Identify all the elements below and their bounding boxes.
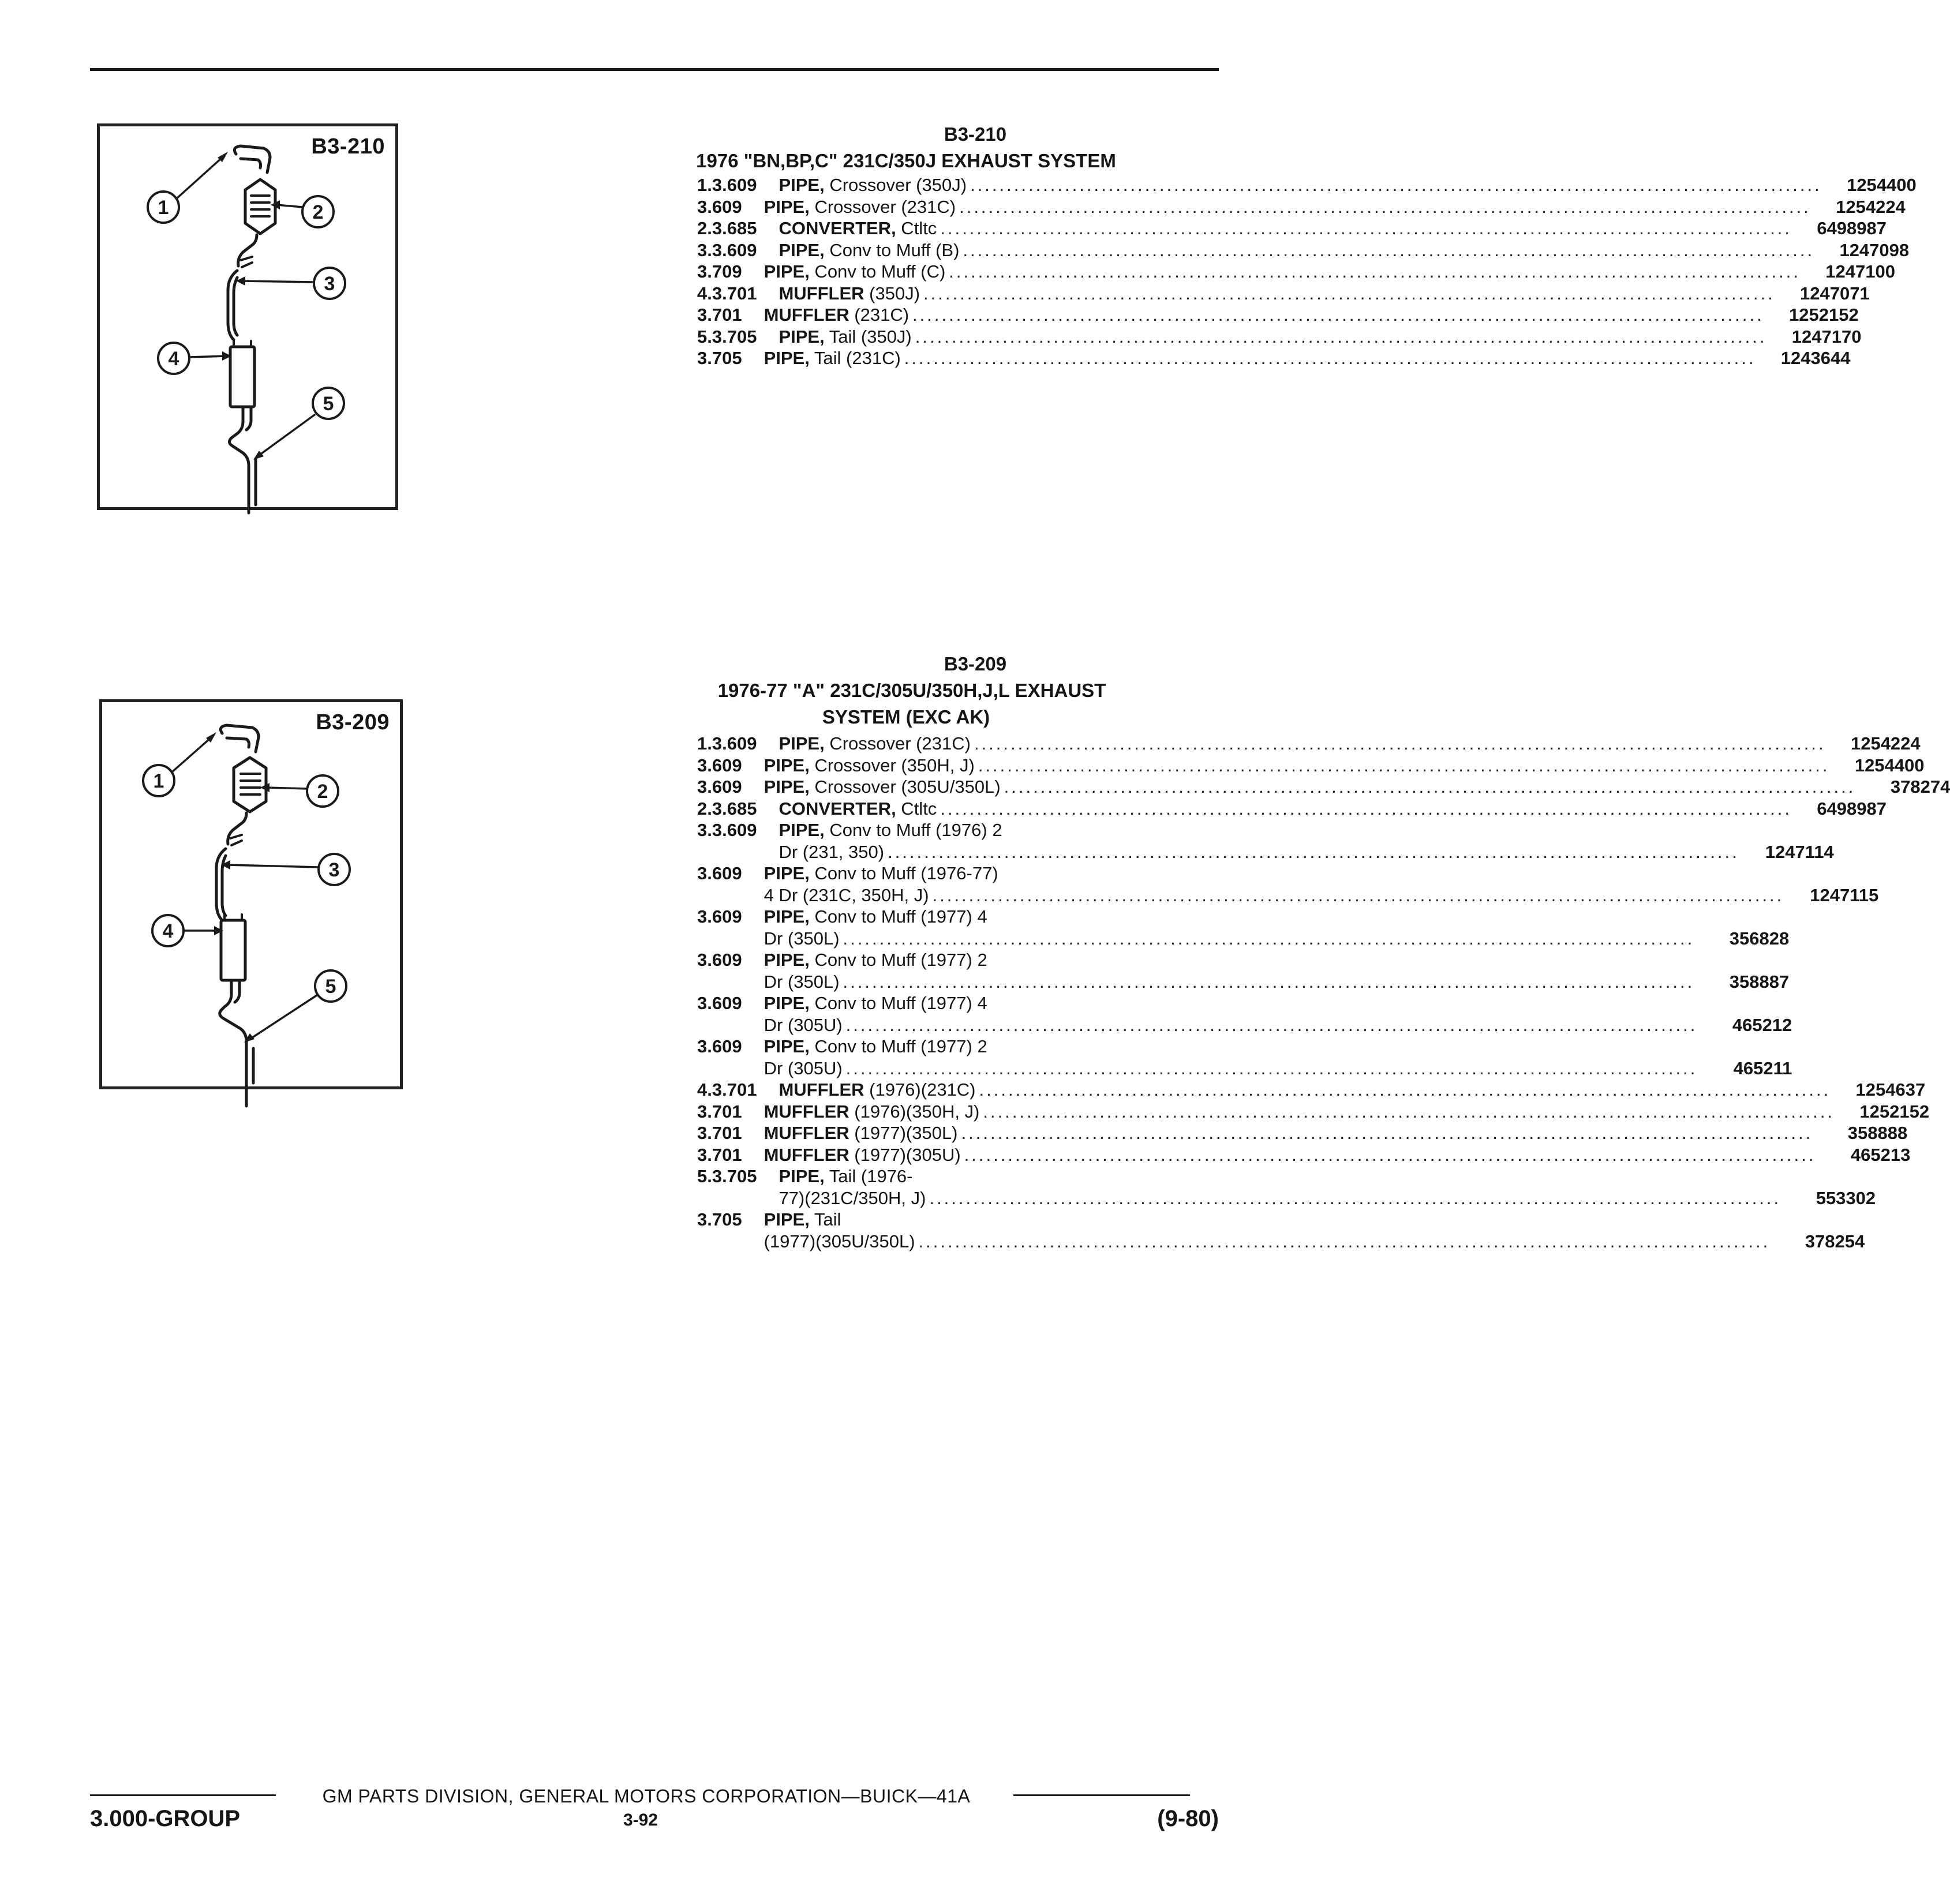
description-line [778, 819, 1833, 841]
part-number: 6498987 [1817, 798, 1887, 819]
part-row [697, 283, 1870, 305]
part-detail: (1977)(305U/350L) [763, 1231, 915, 1251]
description-line [778, 239, 1909, 261]
part-name: PIPE, [778, 820, 825, 840]
description-line [764, 1101, 1930, 1123]
dot-leader [963, 239, 1814, 261]
part-description [778, 1079, 1925, 1101]
part-number: 553302 [1816, 1187, 1876, 1208]
dot-leader [961, 1122, 1813, 1144]
part-number: 1252152 [1859, 1101, 1930, 1122]
description-line [764, 776, 1950, 798]
group-number: 3.685 [712, 798, 757, 819]
description-line [764, 906, 1790, 928]
group-number: 3.701 [697, 1144, 742, 1165]
group-number: 3.609 [697, 196, 742, 217]
group-number: 3.609 [712, 733, 757, 754]
group-number: 3.709 [697, 261, 742, 282]
part-number: 1247100 [1825, 261, 1895, 282]
part-description [778, 218, 1887, 239]
item-number: 2. [697, 798, 712, 819]
section-code: B3-209 [944, 653, 1007, 674]
dot-leader [964, 1144, 1816, 1166]
description-line [764, 863, 1879, 884]
item-number: 1. [697, 175, 712, 195]
part-number: 6498987 [1817, 218, 1887, 238]
dot-leader [923, 283, 1775, 305]
part-number: 1247098 [1839, 239, 1910, 260]
part-name: MUFFLER [763, 305, 849, 325]
part-description [764, 261, 1895, 283]
part-row [697, 174, 1917, 196]
part-name: PIPE, [763, 950, 810, 970]
part-name: PIPE, [763, 755, 810, 775]
description-line [764, 304, 1859, 326]
description-line [764, 755, 1925, 777]
description-line [778, 798, 1887, 820]
part-number: 378274 [1890, 777, 1950, 797]
part-detail: Crossover (305U/350L) [809, 777, 1001, 797]
dot-leader [933, 884, 1784, 906]
part-name: MUFFLER [778, 283, 864, 303]
part-name: CONVERTER, [778, 798, 896, 819]
part-number: 1254224 [1836, 196, 1906, 217]
part-description [778, 1165, 1876, 1209]
part-description [778, 326, 1861, 348]
part-detail: Conv to Muff (1977) 2 [809, 1036, 987, 1056]
footer-rule-right [1013, 1794, 1190, 1796]
description-line [778, 733, 1920, 755]
part-name: MUFFLER [763, 1144, 849, 1165]
part-number: 465212 [1732, 1014, 1792, 1035]
part-number: 378254 [1805, 1231, 1865, 1251]
part-row [697, 776, 1950, 798]
item-number: 4. [697, 1080, 712, 1100]
part-row [697, 863, 1879, 906]
callout-5: 5 [323, 393, 334, 415]
part-name: PIPE, [763, 348, 810, 368]
part-detail: Crossover (231C) [824, 733, 971, 754]
part-row [697, 1036, 1792, 1079]
group-number: 3.701 [712, 1080, 757, 1100]
part-detail: (1976)(350H, J) [849, 1101, 980, 1122]
part-detail: Tail [809, 1209, 841, 1230]
description-line [764, 949, 1790, 971]
callout-1: 1 [158, 197, 169, 219]
description-line [764, 1036, 1792, 1058]
part-description [764, 1144, 1911, 1166]
group-number: 3.609 [712, 239, 757, 260]
part-row [697, 196, 1906, 218]
part-description [778, 733, 1920, 755]
part-detail: (1976)(231C) [864, 1080, 976, 1100]
dot-leader [1004, 776, 1856, 798]
part-description [764, 992, 1792, 1036]
part-detail: Dr (231, 350) [778, 841, 885, 862]
description-line [778, 283, 1869, 305]
dot-leader [846, 1058, 1698, 1080]
item-number: 5. [697, 326, 712, 347]
dot-leader [915, 326, 1767, 348]
part-name: PIPE, [778, 326, 825, 347]
part-row [697, 1122, 1908, 1144]
part-description [778, 174, 1916, 196]
section-title-cont: SYSTEM (EXC AK) [822, 706, 990, 728]
exhaust-diagram-b3-210 [100, 126, 395, 507]
group-number: 3.609 [697, 993, 742, 1013]
part-description [764, 776, 1950, 798]
dot-leader [843, 928, 1695, 950]
part-name: PIPE, [763, 777, 810, 797]
part-name: PIPE, [778, 733, 825, 754]
part-number: 1254400 [1847, 175, 1917, 195]
part-detail: 77)(231C/350H, J) [778, 1187, 926, 1208]
part-name: PIPE, [763, 1036, 810, 1056]
part-row [697, 906, 1790, 949]
part-number: 358888 [1847, 1123, 1908, 1143]
footer-rule-left [90, 1794, 276, 1796]
part-name: PIPE, [763, 863, 810, 883]
callout-3: 3 [324, 273, 335, 295]
group-number: 3.609 [697, 777, 742, 797]
group-number: 3.609 [697, 1036, 742, 1056]
section-title: 1976 "BN,BP,C" 231C/350J EXHAUST SYSTEM [696, 150, 1116, 171]
item-number: 5. [697, 1166, 712, 1186]
part-row [697, 733, 1921, 755]
part-row [697, 992, 1792, 1036]
part-number: 358887 [1729, 971, 1790, 992]
parts-list-b3-209 [697, 733, 1950, 1252]
part-description [764, 1122, 1908, 1144]
dot-leader [940, 218, 1792, 239]
item-number: 1. [697, 733, 712, 754]
part-detail: Tail (231C) [809, 348, 901, 368]
callout-5: 5 [325, 976, 336, 998]
part-number: 1247170 [1791, 326, 1862, 347]
part-detail: Conv to Muff (C) [809, 261, 946, 282]
group-number: 3.701 [697, 305, 742, 325]
part-number: 1247114 [1765, 841, 1834, 862]
part-row [697, 304, 1859, 326]
part-detail: Conv to Muff (1976-77) [809, 863, 998, 883]
part-detail: Conv to Muff (1977) 2 [809, 950, 987, 970]
diagram-id: B3-210 [311, 134, 385, 159]
part-detail: Conv to Muff (1977) 4 [809, 993, 987, 1013]
dot-leader [843, 971, 1695, 993]
part-detail: Dr (350L) [763, 928, 840, 949]
part-detail: Crossover (231C) [809, 196, 956, 217]
dot-leader [979, 1079, 1831, 1101]
part-number: 1254637 [1855, 1080, 1926, 1100]
part-number: 1252152 [1789, 305, 1859, 325]
part-number: 356828 [1729, 928, 1790, 949]
part-number: 465211 [1733, 1058, 1792, 1078]
diagram-b3-209 [99, 699, 403, 1089]
description-line [778, 1079, 1925, 1101]
callout-4: 4 [162, 920, 174, 942]
item-number: 3. [697, 820, 712, 840]
part-description [778, 819, 1833, 863]
part-description [778, 239, 1909, 261]
description-line [778, 841, 1833, 863]
dot-leader [978, 755, 1830, 777]
part-description [764, 1036, 1792, 1079]
part-row [697, 755, 1925, 777]
dot-leader [888, 841, 1739, 863]
part-description [778, 798, 1887, 820]
part-name: CONVERTER, [778, 218, 896, 238]
dot-leader [912, 304, 1764, 326]
part-description [764, 196, 1906, 218]
part-name: MUFFLER [778, 1080, 864, 1100]
section-header-b3-209 [710, 651, 1206, 730]
diagram-b3-210 [97, 123, 398, 510]
dot-leader [904, 347, 1756, 369]
part-detail: Dr (305U) [763, 1058, 843, 1078]
part-description [764, 1209, 1865, 1252]
part-detail: Crossover (350H, J) [809, 755, 975, 775]
section-code: B3-210 [944, 123, 1007, 145]
description-line [778, 326, 1861, 348]
group-number: 3.685 [712, 218, 757, 238]
part-name: PIPE, [763, 196, 810, 217]
page-number: 3-92 [623, 1811, 658, 1830]
part-detail: (350J) [864, 283, 920, 303]
group-number: 3.609 [697, 950, 742, 970]
footer-group: 3.000-GROUP [90, 1806, 241, 1831]
part-detail: (1977)(305U) [849, 1144, 961, 1165]
part-detail: Tail (350J) [824, 326, 912, 347]
description-line [764, 347, 1851, 369]
callout-4: 4 [168, 348, 179, 370]
part-row [697, 1209, 1865, 1252]
part-row [697, 949, 1790, 992]
description-line [778, 1187, 1876, 1209]
part-description [764, 1101, 1930, 1123]
part-row [697, 1144, 1911, 1166]
footer-date: (9-80) [1157, 1806, 1219, 1831]
part-description [764, 347, 1851, 369]
part-name: MUFFLER [763, 1101, 849, 1122]
part-number: 1247115 [1810, 884, 1879, 905]
part-row [697, 218, 1887, 239]
part-number: 1247071 [1800, 283, 1870, 303]
group-number: 3.701 [712, 283, 757, 303]
dot-leader [940, 798, 1792, 820]
group-number: 3.701 [697, 1123, 742, 1143]
dot-leader [846, 1014, 1698, 1036]
description-line [764, 1058, 1792, 1080]
dot-leader [929, 1187, 1781, 1209]
dot-leader [949, 261, 1801, 283]
part-row [697, 1165, 1876, 1209]
top-rule [90, 68, 1219, 71]
part-detail: Dr (350L) [763, 971, 840, 992]
part-row [697, 239, 1910, 261]
item-number: 4. [697, 283, 712, 303]
description-line [764, 1122, 1908, 1144]
part-row [697, 347, 1851, 369]
part-name: PIPE, [763, 1209, 810, 1230]
description-line [778, 1165, 1876, 1187]
part-detail: Conv to Muff (1976) 2 [824, 820, 1002, 840]
part-number: 1243644 [1780, 348, 1851, 368]
part-name: PIPE, [763, 906, 810, 927]
part-name: PIPE, [763, 993, 810, 1013]
part-detail: (231C) [849, 305, 909, 325]
part-detail: Dr (305U) [763, 1014, 843, 1035]
part-detail: Conv to Muff (B) [824, 239, 960, 260]
dot-leader [970, 174, 1822, 196]
dot-leader [959, 196, 1811, 218]
dot-leader [983, 1101, 1835, 1123]
dot-leader [974, 733, 1826, 755]
part-row [697, 261, 1895, 283]
group-number: 3.705 [697, 348, 742, 368]
part-description [764, 863, 1879, 906]
part-detail: Conv to Muff (1977) 4 [809, 906, 987, 927]
part-description [764, 755, 1925, 777]
group-number: 3.705 [712, 326, 757, 347]
parts-list-b3-210 [697, 174, 1917, 369]
part-row [697, 798, 1887, 820]
group-number: 3.609 [712, 175, 757, 195]
part-detail: (1977)(350L) [849, 1123, 958, 1143]
part-detail: 4 Dr (231C, 350H, J) [763, 884, 929, 905]
part-description [764, 906, 1790, 949]
group-number: 3.705 [697, 1209, 742, 1230]
description-line [778, 174, 1916, 196]
part-row [697, 819, 1834, 863]
description-line [764, 1014, 1792, 1036]
part-name: PIPE, [778, 239, 825, 260]
callout-3: 3 [328, 859, 340, 881]
callout-1: 1 [153, 770, 164, 792]
description-line [764, 1231, 1865, 1253]
part-detail: Crossover (350J) [824, 175, 967, 195]
description-line [764, 971, 1790, 993]
dot-leader [919, 1231, 1771, 1253]
part-detail: Ctltc [896, 798, 937, 819]
section-title: 1976-77 "A" 231C/305U/350H,J,L EXHAUST [717, 680, 1106, 701]
description-line [764, 196, 1906, 218]
item-number: 2. [697, 218, 712, 238]
description-line [778, 218, 1887, 239]
part-number: 465213 [1850, 1144, 1911, 1165]
group-number: 3.609 [697, 755, 742, 775]
part-description [764, 949, 1790, 992]
group-number: 3.609 [712, 820, 757, 840]
part-name: MUFFLER [763, 1123, 849, 1143]
part-row [697, 326, 1862, 348]
part-row [697, 1079, 1926, 1101]
group-number: 3.701 [697, 1101, 742, 1122]
description-line [764, 1144, 1911, 1166]
part-row [697, 1101, 1930, 1123]
part-detail: Tail (1976- [824, 1166, 913, 1186]
part-number: 1254224 [1850, 733, 1921, 754]
group-number: 3.705 [712, 1166, 757, 1186]
diagram-id: B3-209 [316, 710, 390, 734]
description-line [764, 928, 1790, 950]
part-detail: Ctltc [896, 218, 937, 238]
footer-publisher: GM PARTS DIVISION, GENERAL MOTORS CORPORATION—BUICK—41A [322, 1786, 971, 1806]
part-number: 1254400 [1854, 755, 1925, 775]
group-number: 3.609 [697, 863, 742, 883]
callout-2: 2 [312, 201, 324, 223]
description-line [764, 992, 1792, 1014]
group-number: 3.609 [697, 906, 742, 927]
description-line [764, 261, 1895, 283]
item-number: 3. [697, 239, 712, 260]
exhaust-diagram-b3-209 [102, 702, 400, 1086]
section-header-b3-210 [696, 121, 1206, 174]
part-name: PIPE, [763, 261, 810, 282]
part-description [778, 283, 1869, 305]
part-name: PIPE, [778, 1166, 825, 1186]
part-description [764, 304, 1859, 326]
description-line [764, 884, 1879, 906]
part-name: PIPE, [778, 175, 825, 195]
description-line [764, 1209, 1865, 1231]
callout-2: 2 [317, 781, 328, 803]
